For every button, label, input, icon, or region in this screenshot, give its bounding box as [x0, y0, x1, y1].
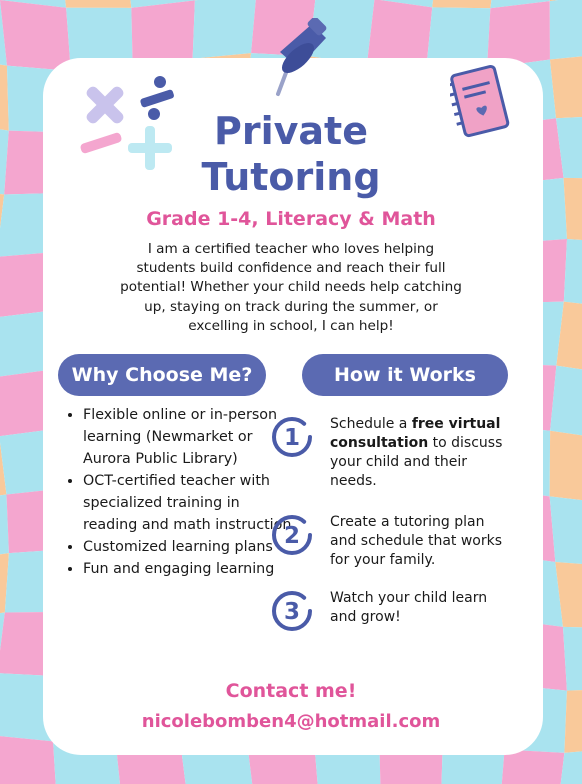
why-choose-me-heading: Why Choose Me? — [58, 354, 266, 396]
step-text — [330, 415, 515, 491]
subtitle: Grade 1-4, Literacy & Math — [146, 208, 436, 230]
how-it-works-heading: How it Works — [302, 354, 508, 396]
contact-heading: Contact me! — [225, 680, 357, 702]
title-line-1: Private — [214, 109, 368, 153]
reasons-list — [62, 404, 293, 580]
number-1-icon — [270, 415, 314, 459]
list-item: • OCT-certified teacher with specialized training in reading and math instruction — [83, 470, 293, 536]
background-tile — [564, 239, 582, 309]
intro-paragraph: I am a certified teacher who loves helping students build confidence and reach their full potential! Whether your child needs help catching up, staying on track during the summer, or excelling in school, I can help! — [120, 241, 462, 334]
step-text-bold: free virtual consultation — [330, 416, 501, 451]
step-number: 2 — [283, 523, 301, 549]
step-text-pre: Schedule a — [330, 416, 412, 432]
pushpin-icon — [268, 18, 338, 98]
contact-email: nicolebomben4@hotmail.com — [141, 711, 441, 732]
background-tile — [550, 431, 582, 504]
step-text-post: to discuss your child and their needs. — [330, 435, 503, 489]
list-item: • Customized learning plans — [83, 536, 293, 558]
background-tile — [193, 0, 257, 59]
title-line-2: Tutoring — [201, 155, 381, 199]
step-2 — [270, 513, 520, 583]
background-tile — [117, 750, 190, 784]
step-1 — [270, 415, 520, 489]
step-number: 3 — [283, 599, 301, 625]
number-3-icon — [270, 589, 314, 633]
list-item: • Fun and engaging learning — [83, 558, 293, 580]
step-text: Watch your child learn and grow! — [330, 590, 488, 625]
step-text: Create a tutoring plan and schedule that works for your family. — [330, 514, 503, 568]
background-tile — [0, 735, 57, 784]
number-2-icon — [270, 513, 314, 557]
step-3 — [270, 589, 520, 659]
background-tile — [58, 0, 131, 8]
background-tile — [0, 0, 71, 71]
list-item: • Flexible online or in-person learning (Newmarket or Aurora Public Library) — [83, 404, 293, 470]
background-tile — [550, 0, 582, 59]
background-tile — [432, 0, 498, 8]
step-number: 1 — [283, 425, 301, 451]
